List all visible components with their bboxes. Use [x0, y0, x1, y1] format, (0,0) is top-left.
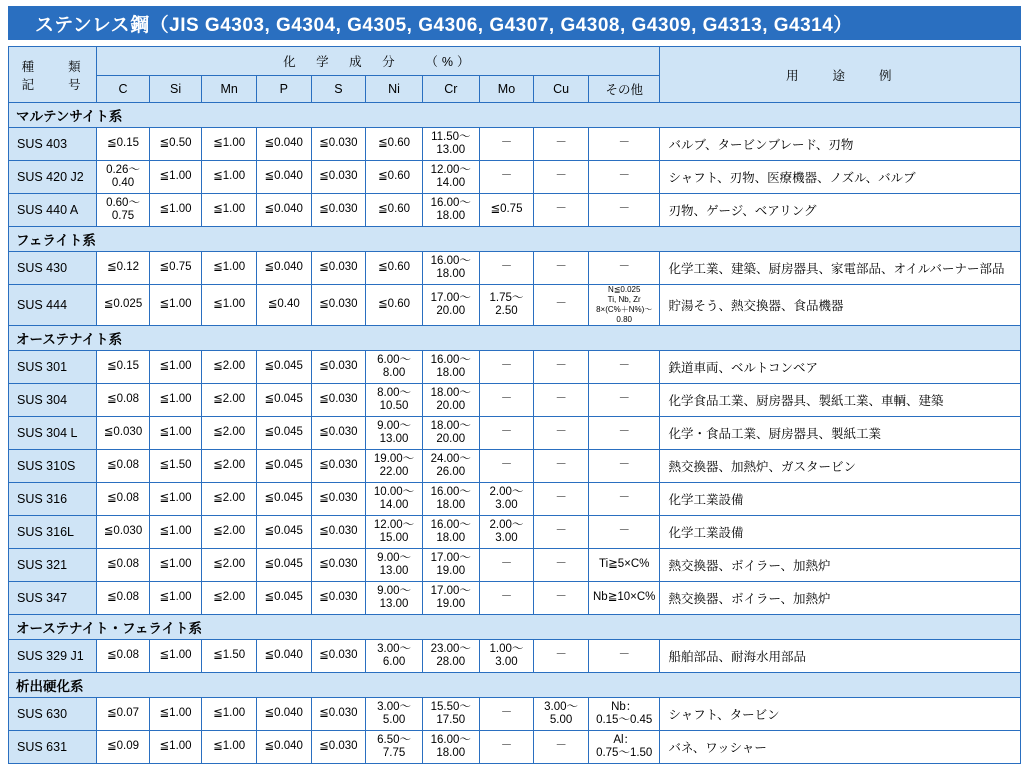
composition-mn-cell: ≦1.00	[202, 194, 257, 227]
composition-cu-cell: －	[534, 384, 589, 417]
composition-mn-cell: ≦2.00	[202, 516, 257, 549]
composition-other-cell: －	[588, 384, 660, 417]
composition-cu-cell: －	[534, 285, 589, 326]
composition-mn-cell: ≦1.00	[202, 731, 257, 764]
use-example-cell: バネ、ワッシャー	[660, 731, 1021, 764]
composition-other-cell: Ti≧5×C%	[588, 549, 660, 582]
composition-c-cell: ≦0.08	[97, 582, 150, 615]
composition-cr-cell: 16.00～ 18.00	[422, 483, 479, 516]
group-title: オーステナイト・フェライト系	[9, 615, 1021, 640]
composition-mo-cell: －	[479, 549, 534, 582]
composition-other-cell: －	[588, 128, 660, 161]
composition-p-cell: ≦0.040	[256, 640, 311, 673]
composition-cr-cell: 11.50～ 13.00	[422, 128, 479, 161]
composition-other-cell: Al： 0.75～1.50	[588, 731, 660, 764]
use-example-cell: 化学工業、建築、厨房器具、家電部品、オイルバーナー部品	[660, 252, 1021, 285]
composition-c-cell: ≦0.15	[97, 128, 150, 161]
header-element-mo: Mo	[479, 76, 534, 103]
composition-ni-cell: 9.00～ 13.00	[366, 417, 423, 450]
steel-grade-cell: SUS 321	[9, 549, 97, 582]
composition-mo-cell: －	[479, 698, 534, 731]
composition-ni-cell: 12.00～ 15.00	[366, 516, 423, 549]
composition-other-cell: －	[588, 161, 660, 194]
composition-ni-cell: 3.00～ 5.00	[366, 698, 423, 731]
composition-c-cell: ≦0.08	[97, 549, 150, 582]
composition-s-cell: ≦0.030	[311, 161, 366, 194]
composition-other-cell: －	[588, 516, 660, 549]
composition-mo-cell: 2.00～ 3.00	[479, 516, 534, 549]
composition-cu-cell: －	[534, 417, 589, 450]
composition-si-cell: ≦0.75	[149, 252, 202, 285]
composition-mo-cell: 1.75～ 2.50	[479, 285, 534, 326]
composition-p-cell: ≦0.040	[256, 731, 311, 764]
composition-c-cell: ≦0.08	[97, 450, 150, 483]
composition-p-cell: ≦0.045	[256, 549, 311, 582]
composition-si-cell: ≦1.00	[149, 384, 202, 417]
composition-mn-cell: ≦1.00	[202, 698, 257, 731]
table-row	[9, 194, 1021, 227]
steel-grade-cell: SUS 440 A	[9, 194, 97, 227]
composition-cu-cell: －	[534, 194, 589, 227]
composition-cu-cell: －	[534, 450, 589, 483]
composition-cr-cell: 17.00～ 19.00	[422, 549, 479, 582]
composition-cr-cell: 18.00～ 20.00	[422, 417, 479, 450]
header-element-mn: Mn	[202, 76, 257, 103]
use-example-cell: バルブ、タービンブレード、刃物	[660, 128, 1021, 161]
composition-p-cell: ≦0.040	[256, 698, 311, 731]
composition-p-cell: ≦0.045	[256, 384, 311, 417]
steel-grade-cell: SUS 304 L	[9, 417, 97, 450]
use-example-cell: 熱交換器、加熱炉、ガスタービン	[660, 450, 1021, 483]
composition-si-cell: ≦1.50	[149, 450, 202, 483]
header-composition: 化 学 成 分 （%）	[97, 47, 660, 76]
use-example-cell: 熱交換器、ボイラー、加熱炉	[660, 582, 1021, 615]
composition-mn-cell: ≦1.00	[202, 161, 257, 194]
composition-mo-cell: －	[479, 351, 534, 384]
composition-mn-cell: ≦1.00	[202, 128, 257, 161]
group-title: 析出硬化系	[9, 673, 1021, 698]
composition-cr-cell: 17.00～ 20.00	[422, 285, 479, 326]
composition-c-cell: ≦0.030	[97, 417, 150, 450]
composition-mn-cell: ≦1.00	[202, 252, 257, 285]
table-row	[9, 384, 1021, 417]
composition-cr-cell: 16.00～ 18.00	[422, 731, 479, 764]
composition-other-cell: －	[588, 252, 660, 285]
composition-mn-cell: ≦1.00	[202, 285, 257, 326]
table-row	[9, 450, 1021, 483]
composition-c-cell: ≦0.15	[97, 351, 150, 384]
composition-mn-cell: ≦2.00	[202, 384, 257, 417]
composition-si-cell: ≦1.00	[149, 417, 202, 450]
composition-mo-cell: －	[479, 450, 534, 483]
composition-p-cell: ≦0.040	[256, 194, 311, 227]
composition-cu-cell: －	[534, 351, 589, 384]
composition-other-cell: －	[588, 450, 660, 483]
table-row	[9, 252, 1021, 285]
composition-mo-cell: 2.00～ 3.00	[479, 483, 534, 516]
composition-ni-cell: 6.50～ 7.75	[366, 731, 423, 764]
composition-ni-cell: ≦0.60	[366, 161, 423, 194]
composition-cr-cell: 16.00～ 18.00	[422, 351, 479, 384]
composition-other-cell: －	[588, 483, 660, 516]
composition-si-cell: ≦1.00	[149, 516, 202, 549]
header-kind	[9, 47, 97, 103]
steel-grade-cell: SUS 444	[9, 285, 97, 326]
use-example-cell: 鉄道車両、ベルトコンベア	[660, 351, 1021, 384]
composition-cr-cell: 17.00～ 19.00	[422, 582, 479, 615]
composition-si-cell: ≦1.00	[149, 731, 202, 764]
composition-cu-cell: －	[534, 252, 589, 285]
table-row	[9, 128, 1021, 161]
composition-mn-cell: ≦2.00	[202, 450, 257, 483]
composition-other-cell: N≦0.025 Ti, Nb, Zr 8×(C%＋N%)～0.80	[588, 285, 660, 326]
table-row	[9, 582, 1021, 615]
composition-p-cell: ≦0.045	[256, 483, 311, 516]
composition-p-cell: ≦0.040	[256, 161, 311, 194]
composition-cr-cell: 23.00～ 28.00	[422, 640, 479, 673]
composition-mo-cell: ≦0.75	[479, 194, 534, 227]
composition-s-cell: ≦0.030	[311, 516, 366, 549]
steel-grade-cell: SUS 420 J2	[9, 161, 97, 194]
composition-s-cell: ≦0.030	[311, 549, 366, 582]
composition-c-cell: ≦0.08	[97, 640, 150, 673]
composition-mn-cell: ≦1.50	[202, 640, 257, 673]
use-example-cell: 船舶部品、耐海水用部品	[660, 640, 1021, 673]
composition-cu-cell: －	[534, 516, 589, 549]
composition-cr-cell: 16.00～ 18.00	[422, 194, 479, 227]
composition-mn-cell: ≦2.00	[202, 417, 257, 450]
group-title: オーステナイト系	[9, 326, 1021, 351]
composition-mo-cell: －	[479, 161, 534, 194]
composition-c-cell: ≦0.07	[97, 698, 150, 731]
table-row	[9, 731, 1021, 764]
composition-ni-cell: ≦0.60	[366, 285, 423, 326]
steel-grade-cell: SUS 301	[9, 351, 97, 384]
composition-cu-cell: －	[534, 640, 589, 673]
header-kind-line2: 記 号	[21, 77, 84, 92]
composition-p-cell: ≦0.045	[256, 417, 311, 450]
composition-other-cell: Nb： 0.15～0.45	[588, 698, 660, 731]
table-body	[9, 103, 1021, 764]
composition-si-cell: ≦1.00	[149, 549, 202, 582]
composition-s-cell: ≦0.030	[311, 698, 366, 731]
composition-si-cell: ≦1.00	[149, 698, 202, 731]
header-element-cr: Cr	[422, 76, 479, 103]
table-row	[9, 698, 1021, 731]
table-row	[9, 285, 1021, 326]
composition-mo-cell: －	[479, 128, 534, 161]
composition-ni-cell: 9.00～ 13.00	[366, 549, 423, 582]
composition-s-cell: ≦0.030	[311, 640, 366, 673]
composition-mo-cell: 1.00～ 3.00	[479, 640, 534, 673]
table-row	[9, 640, 1021, 673]
composition-si-cell: ≦1.00	[149, 285, 202, 326]
composition-mn-cell: ≦2.00	[202, 483, 257, 516]
steel-grade-cell: SUS 316L	[9, 516, 97, 549]
composition-c-cell: 0.26～ 0.40	[97, 161, 150, 194]
composition-mo-cell: －	[479, 417, 534, 450]
page-title: ステンレス鋼（JIS G4303, G4304, G4305, G4306, G4307, G4308, G4309, G4313, G4314）	[8, 6, 1021, 40]
composition-other-cell: －	[588, 640, 660, 673]
header-element-cu: Cu	[534, 76, 589, 103]
steel-grade-cell: SUS 310S	[9, 450, 97, 483]
header-element-p: P	[256, 76, 311, 103]
steel-grade-cell: SUS 347	[9, 582, 97, 615]
composition-cu-cell: －	[534, 483, 589, 516]
stainless-steel-table	[8, 46, 1021, 764]
composition-si-cell: ≦1.00	[149, 351, 202, 384]
composition-ni-cell: ≦0.60	[366, 252, 423, 285]
composition-cr-cell: 16.00～ 18.00	[422, 516, 479, 549]
composition-s-cell: ≦0.030	[311, 483, 366, 516]
composition-s-cell: ≦0.030	[311, 450, 366, 483]
composition-c-cell: ≦0.12	[97, 252, 150, 285]
group-header-row	[9, 227, 1021, 252]
composition-si-cell: ≦1.00	[149, 194, 202, 227]
composition-cr-cell: 12.00～ 14.00	[422, 161, 479, 194]
table-row	[9, 161, 1021, 194]
composition-cu-cell: －	[534, 161, 589, 194]
composition-p-cell: ≦0.045	[256, 516, 311, 549]
composition-cu-cell: 3.00～ 5.00	[534, 698, 589, 731]
group-header-row	[9, 615, 1021, 640]
composition-mo-cell: －	[479, 384, 534, 417]
composition-c-cell: 0.60～ 0.75	[97, 194, 150, 227]
use-example-cell: シャフト、タービン	[660, 698, 1021, 731]
composition-mn-cell: ≦2.00	[202, 582, 257, 615]
table-row	[9, 351, 1021, 384]
composition-c-cell: ≦0.030	[97, 516, 150, 549]
composition-ni-cell: ≦0.60	[366, 128, 423, 161]
composition-s-cell: ≦0.030	[311, 128, 366, 161]
composition-s-cell: ≦0.030	[311, 194, 366, 227]
composition-s-cell: ≦0.030	[311, 384, 366, 417]
steel-grade-cell: SUS 329 J1	[9, 640, 97, 673]
use-example-cell: 化学工業設備	[660, 483, 1021, 516]
group-header-row	[9, 103, 1021, 128]
steel-grade-cell: SUS 316	[9, 483, 97, 516]
use-example-cell: 熱交換器、ボイラー、加熱炉	[660, 549, 1021, 582]
composition-mn-cell: ≦2.00	[202, 351, 257, 384]
composition-mo-cell: －	[479, 582, 534, 615]
table-row	[9, 516, 1021, 549]
composition-s-cell: ≦0.030	[311, 731, 366, 764]
steel-grade-cell: SUS 630	[9, 698, 97, 731]
composition-s-cell: ≦0.030	[311, 252, 366, 285]
composition-cu-cell: －	[534, 731, 589, 764]
composition-cu-cell: －	[534, 582, 589, 615]
use-example-cell: 化学・食品工業、厨房器具、製紙工業	[660, 417, 1021, 450]
group-title: マルテンサイト系	[9, 103, 1021, 128]
composition-cu-cell: －	[534, 128, 589, 161]
composition-ni-cell: 8.00～ 10.50	[366, 384, 423, 417]
group-header-row	[9, 326, 1021, 351]
composition-cr-cell: 18.00～ 20.00	[422, 384, 479, 417]
composition-cr-cell: 16.00～ 18.00	[422, 252, 479, 285]
composition-p-cell: ≦0.045	[256, 582, 311, 615]
table-header-row-1	[9, 47, 1021, 76]
header-element-c: C	[97, 76, 150, 103]
group-title: フェライト系	[9, 227, 1021, 252]
use-example-cell: 刃物、ゲージ、ベアリング	[660, 194, 1021, 227]
group-header-row	[9, 673, 1021, 698]
composition-si-cell: ≦1.00	[149, 582, 202, 615]
composition-ni-cell: 10.00～ 14.00	[366, 483, 423, 516]
table-row	[9, 483, 1021, 516]
composition-other-cell: Nb≧10×C%	[588, 582, 660, 615]
composition-ni-cell: 3.00～ 6.00	[366, 640, 423, 673]
composition-other-cell: －	[588, 417, 660, 450]
composition-ni-cell: 6.00～ 8.00	[366, 351, 423, 384]
header-kind-line1: 種 類	[21, 59, 84, 74]
composition-s-cell: ≦0.030	[311, 417, 366, 450]
header-element-si: Si	[149, 76, 202, 103]
composition-s-cell: ≦0.030	[311, 285, 366, 326]
composition-c-cell: ≦0.09	[97, 731, 150, 764]
composition-s-cell: ≦0.030	[311, 582, 366, 615]
composition-c-cell: ≦0.08	[97, 384, 150, 417]
composition-mo-cell: －	[479, 731, 534, 764]
use-example-cell: 貯湯そう、熱交換器、食品機器	[660, 285, 1021, 326]
composition-si-cell: ≦1.00	[149, 640, 202, 673]
composition-s-cell: ≦0.030	[311, 351, 366, 384]
table-row	[9, 417, 1021, 450]
composition-cr-cell: 15.50～ 17.50	[422, 698, 479, 731]
use-example-cell: 化学工業設備	[660, 516, 1021, 549]
composition-si-cell: ≦1.00	[149, 483, 202, 516]
composition-p-cell: ≦0.40	[256, 285, 311, 326]
composition-si-cell: ≦0.50	[149, 128, 202, 161]
composition-c-cell: ≦0.08	[97, 483, 150, 516]
composition-p-cell: ≦0.045	[256, 351, 311, 384]
composition-si-cell: ≦1.00	[149, 161, 202, 194]
composition-p-cell: ≦0.040	[256, 252, 311, 285]
composition-ni-cell: 9.00～ 13.00	[366, 582, 423, 615]
composition-cr-cell: 24.00～ 26.00	[422, 450, 479, 483]
composition-ni-cell: 19.00～ 22.00	[366, 450, 423, 483]
header-element-s: S	[311, 76, 366, 103]
composition-c-cell: ≦0.025	[97, 285, 150, 326]
steel-grade-cell: SUS 403	[9, 128, 97, 161]
composition-p-cell: ≦0.045	[256, 450, 311, 483]
header-element-other: その他	[588, 76, 660, 103]
composition-mn-cell: ≦2.00	[202, 549, 257, 582]
composition-other-cell: －	[588, 194, 660, 227]
use-example-cell: 化学食品工業、厨房器具、製紙工業、車輌、建築	[660, 384, 1021, 417]
steel-grade-cell: SUS 631	[9, 731, 97, 764]
composition-mo-cell: －	[479, 252, 534, 285]
steel-grade-cell: SUS 430	[9, 252, 97, 285]
composition-cu-cell: －	[534, 549, 589, 582]
table-row	[9, 549, 1021, 582]
use-example-cell: シャフト、刃物、医療機器、ノズル、バルブ	[660, 161, 1021, 194]
composition-p-cell: ≦0.040	[256, 128, 311, 161]
steel-grade-cell: SUS 304	[9, 384, 97, 417]
header-use: 用 途 例	[660, 47, 1021, 103]
header-element-ni: Ni	[366, 76, 423, 103]
composition-ni-cell: ≦0.60	[366, 194, 423, 227]
composition-other-cell: －	[588, 351, 660, 384]
